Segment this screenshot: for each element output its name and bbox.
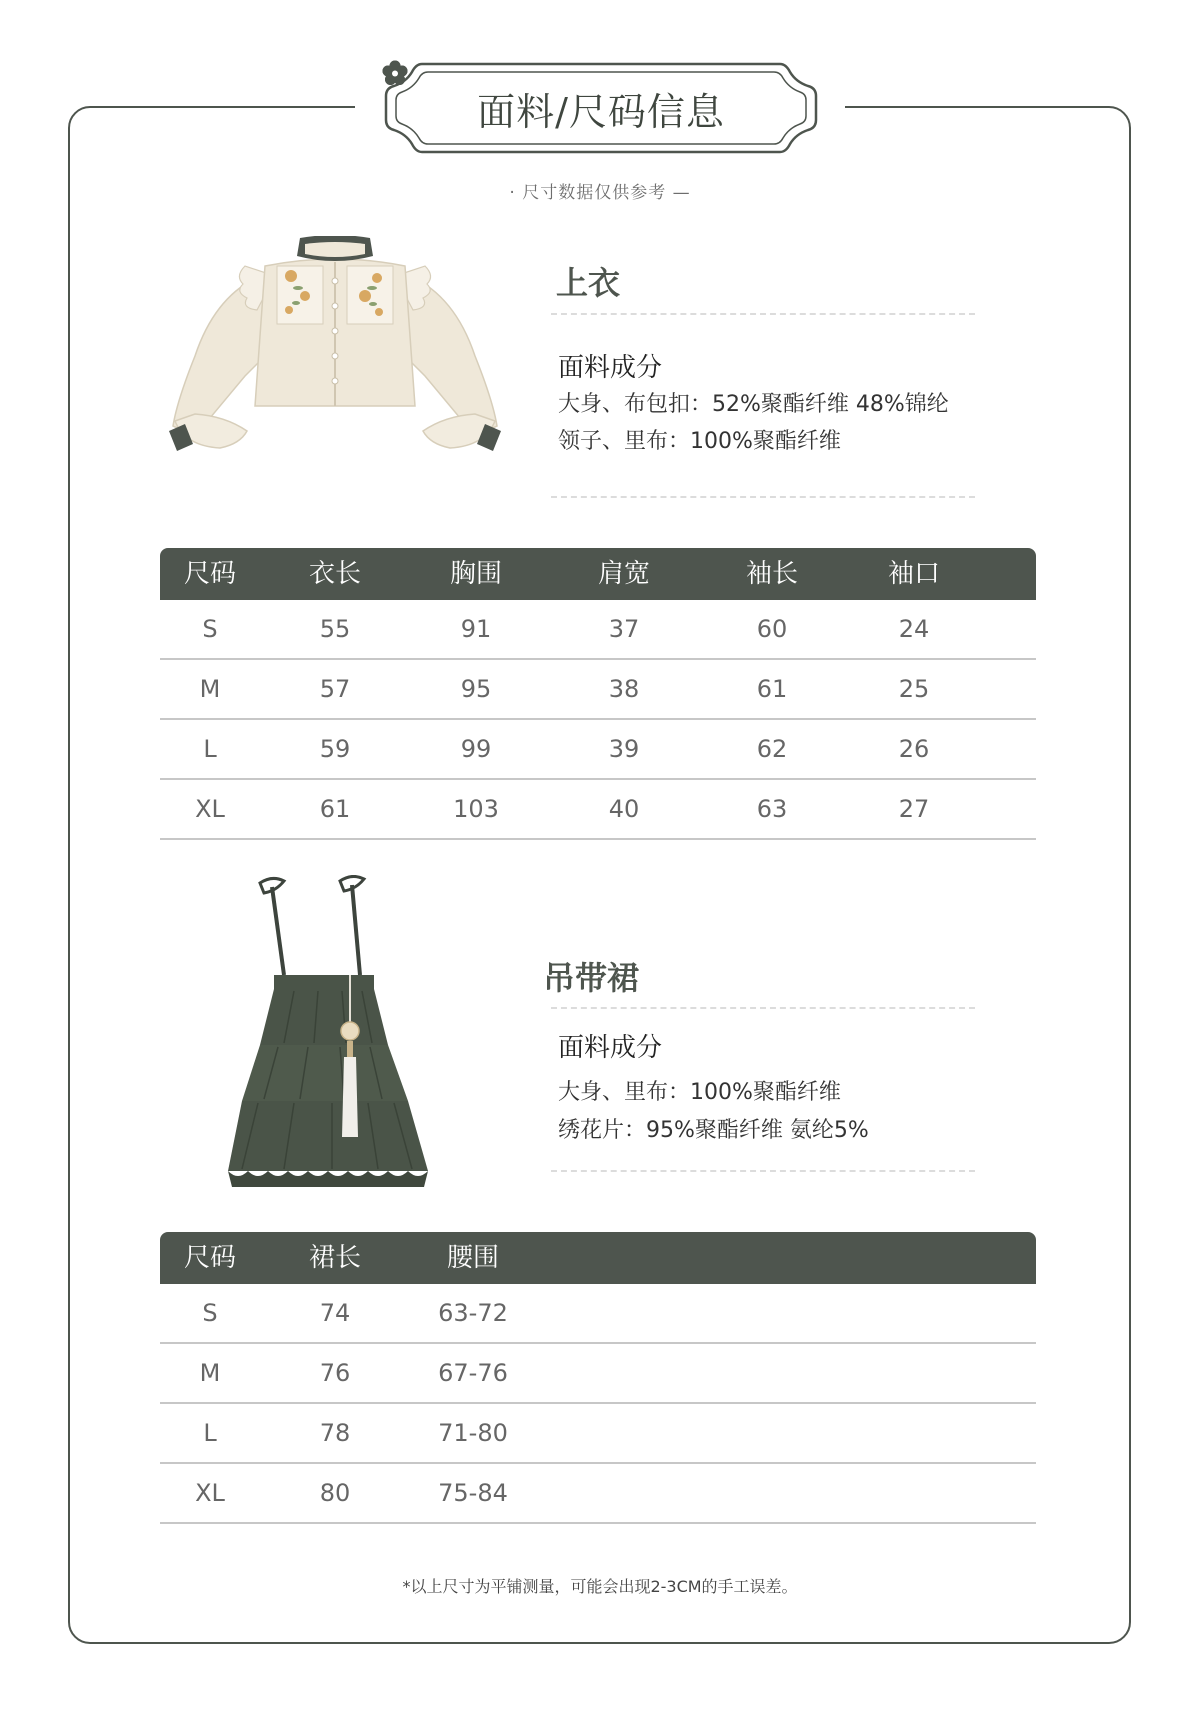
table-header (160, 548, 1036, 600)
column-header: 腰围 (446, 1243, 499, 1273)
skirt-fabric-line: 绣花片：95%聚酯纤维 氨纶5% (558, 1118, 869, 1143)
column-header: 肩宽 (597, 559, 650, 589)
table-row (160, 1464, 1036, 1524)
header-plaque (382, 60, 820, 156)
table-row (160, 1344, 1036, 1404)
skirt-fabric-line: 大身、里布：100%聚酯纤维 (558, 1080, 841, 1105)
blouse-image (165, 236, 505, 476)
table-cell: S (202, 1299, 218, 1327)
table-cell: 95 (460, 675, 492, 703)
divider (551, 313, 975, 315)
top-section-title: 上衣 (556, 264, 621, 302)
table-cell: 76 (319, 1359, 351, 1387)
table-cell: 37 (608, 615, 640, 643)
table-cell: 63-72 (438, 1299, 508, 1327)
table-cell: 71-80 (438, 1419, 508, 1447)
column-header: 裙长 (308, 1243, 361, 1273)
table-cell: 78 (319, 1419, 351, 1447)
subtitle: · 尺寸数据仅供参考 — (509, 183, 691, 203)
skirt-fabric-heading: 面料成分 (558, 1033, 663, 1063)
skirt-size-table (160, 1232, 1036, 1524)
table-cell: L (203, 1419, 217, 1447)
page-title: 面料/尺码信息 (477, 89, 725, 134)
table-row (160, 1284, 1036, 1344)
table-row (160, 720, 1036, 780)
table-cell: 25 (898, 675, 930, 703)
table-cell: 99 (460, 735, 492, 763)
skirt-section-title: 吊带裙 (543, 959, 640, 997)
table-cell: 27 (898, 795, 930, 823)
top-fabric-heading: 面料成分 (558, 353, 663, 383)
table-row (160, 1404, 1036, 1464)
table-cell: XL (195, 795, 225, 823)
top-fabric-line: 领子、里布：100%聚酯纤维 (558, 429, 841, 454)
column-header: 胸围 (449, 559, 502, 589)
table-cell: 38 (608, 675, 640, 703)
table-cell: 60 (756, 615, 788, 643)
column-header: 尺码 (183, 1243, 236, 1273)
flower-icon (382, 60, 408, 86)
column-header: 尺码 (183, 559, 236, 589)
footnote: *以上尺寸为平铺测量，可能会出现2-3CM的手工误差。 (402, 1577, 798, 1596)
table-cell: 40 (608, 795, 640, 823)
table-cell: L (203, 735, 217, 763)
divider (551, 1170, 975, 1172)
top-size-table (160, 548, 1036, 840)
column-header: 袖口 (887, 559, 940, 589)
table-cell: 74 (319, 1299, 351, 1327)
table-cell: 61 (319, 795, 351, 823)
table-cell: 75-84 (438, 1479, 508, 1507)
table-cell: S (202, 615, 218, 643)
divider (551, 496, 975, 498)
table-cell: 39 (608, 735, 640, 763)
table-cell: 24 (898, 615, 930, 643)
table-cell: 26 (898, 735, 930, 763)
column-header: 衣长 (308, 559, 361, 589)
table-cell: 62 (756, 735, 788, 763)
table-cell: XL (195, 1479, 225, 1507)
table-header (160, 1232, 1036, 1284)
table-cell: 91 (460, 615, 492, 643)
table-cell: 57 (319, 675, 351, 703)
table-row (160, 660, 1036, 720)
table-cell: 61 (756, 675, 788, 703)
table-cell: 103 (453, 795, 499, 823)
table-cell: M (199, 1359, 221, 1387)
table-cell: M (199, 675, 221, 703)
table-cell: 59 (319, 735, 351, 763)
divider (551, 1007, 975, 1009)
table-row (160, 600, 1036, 660)
header-title-group (382, 60, 820, 156)
table-cell: 67-76 (438, 1359, 508, 1387)
skirt-image (228, 875, 448, 1193)
column-header: 袖长 (745, 559, 798, 589)
top-fabric-line: 大身、布包扣：52%聚酯纤维 48%锦纶 (558, 392, 949, 417)
table-row (160, 780, 1036, 840)
table-cell: 55 (319, 615, 351, 643)
table-cell: 80 (319, 1479, 351, 1507)
table-cell: 63 (756, 795, 788, 823)
